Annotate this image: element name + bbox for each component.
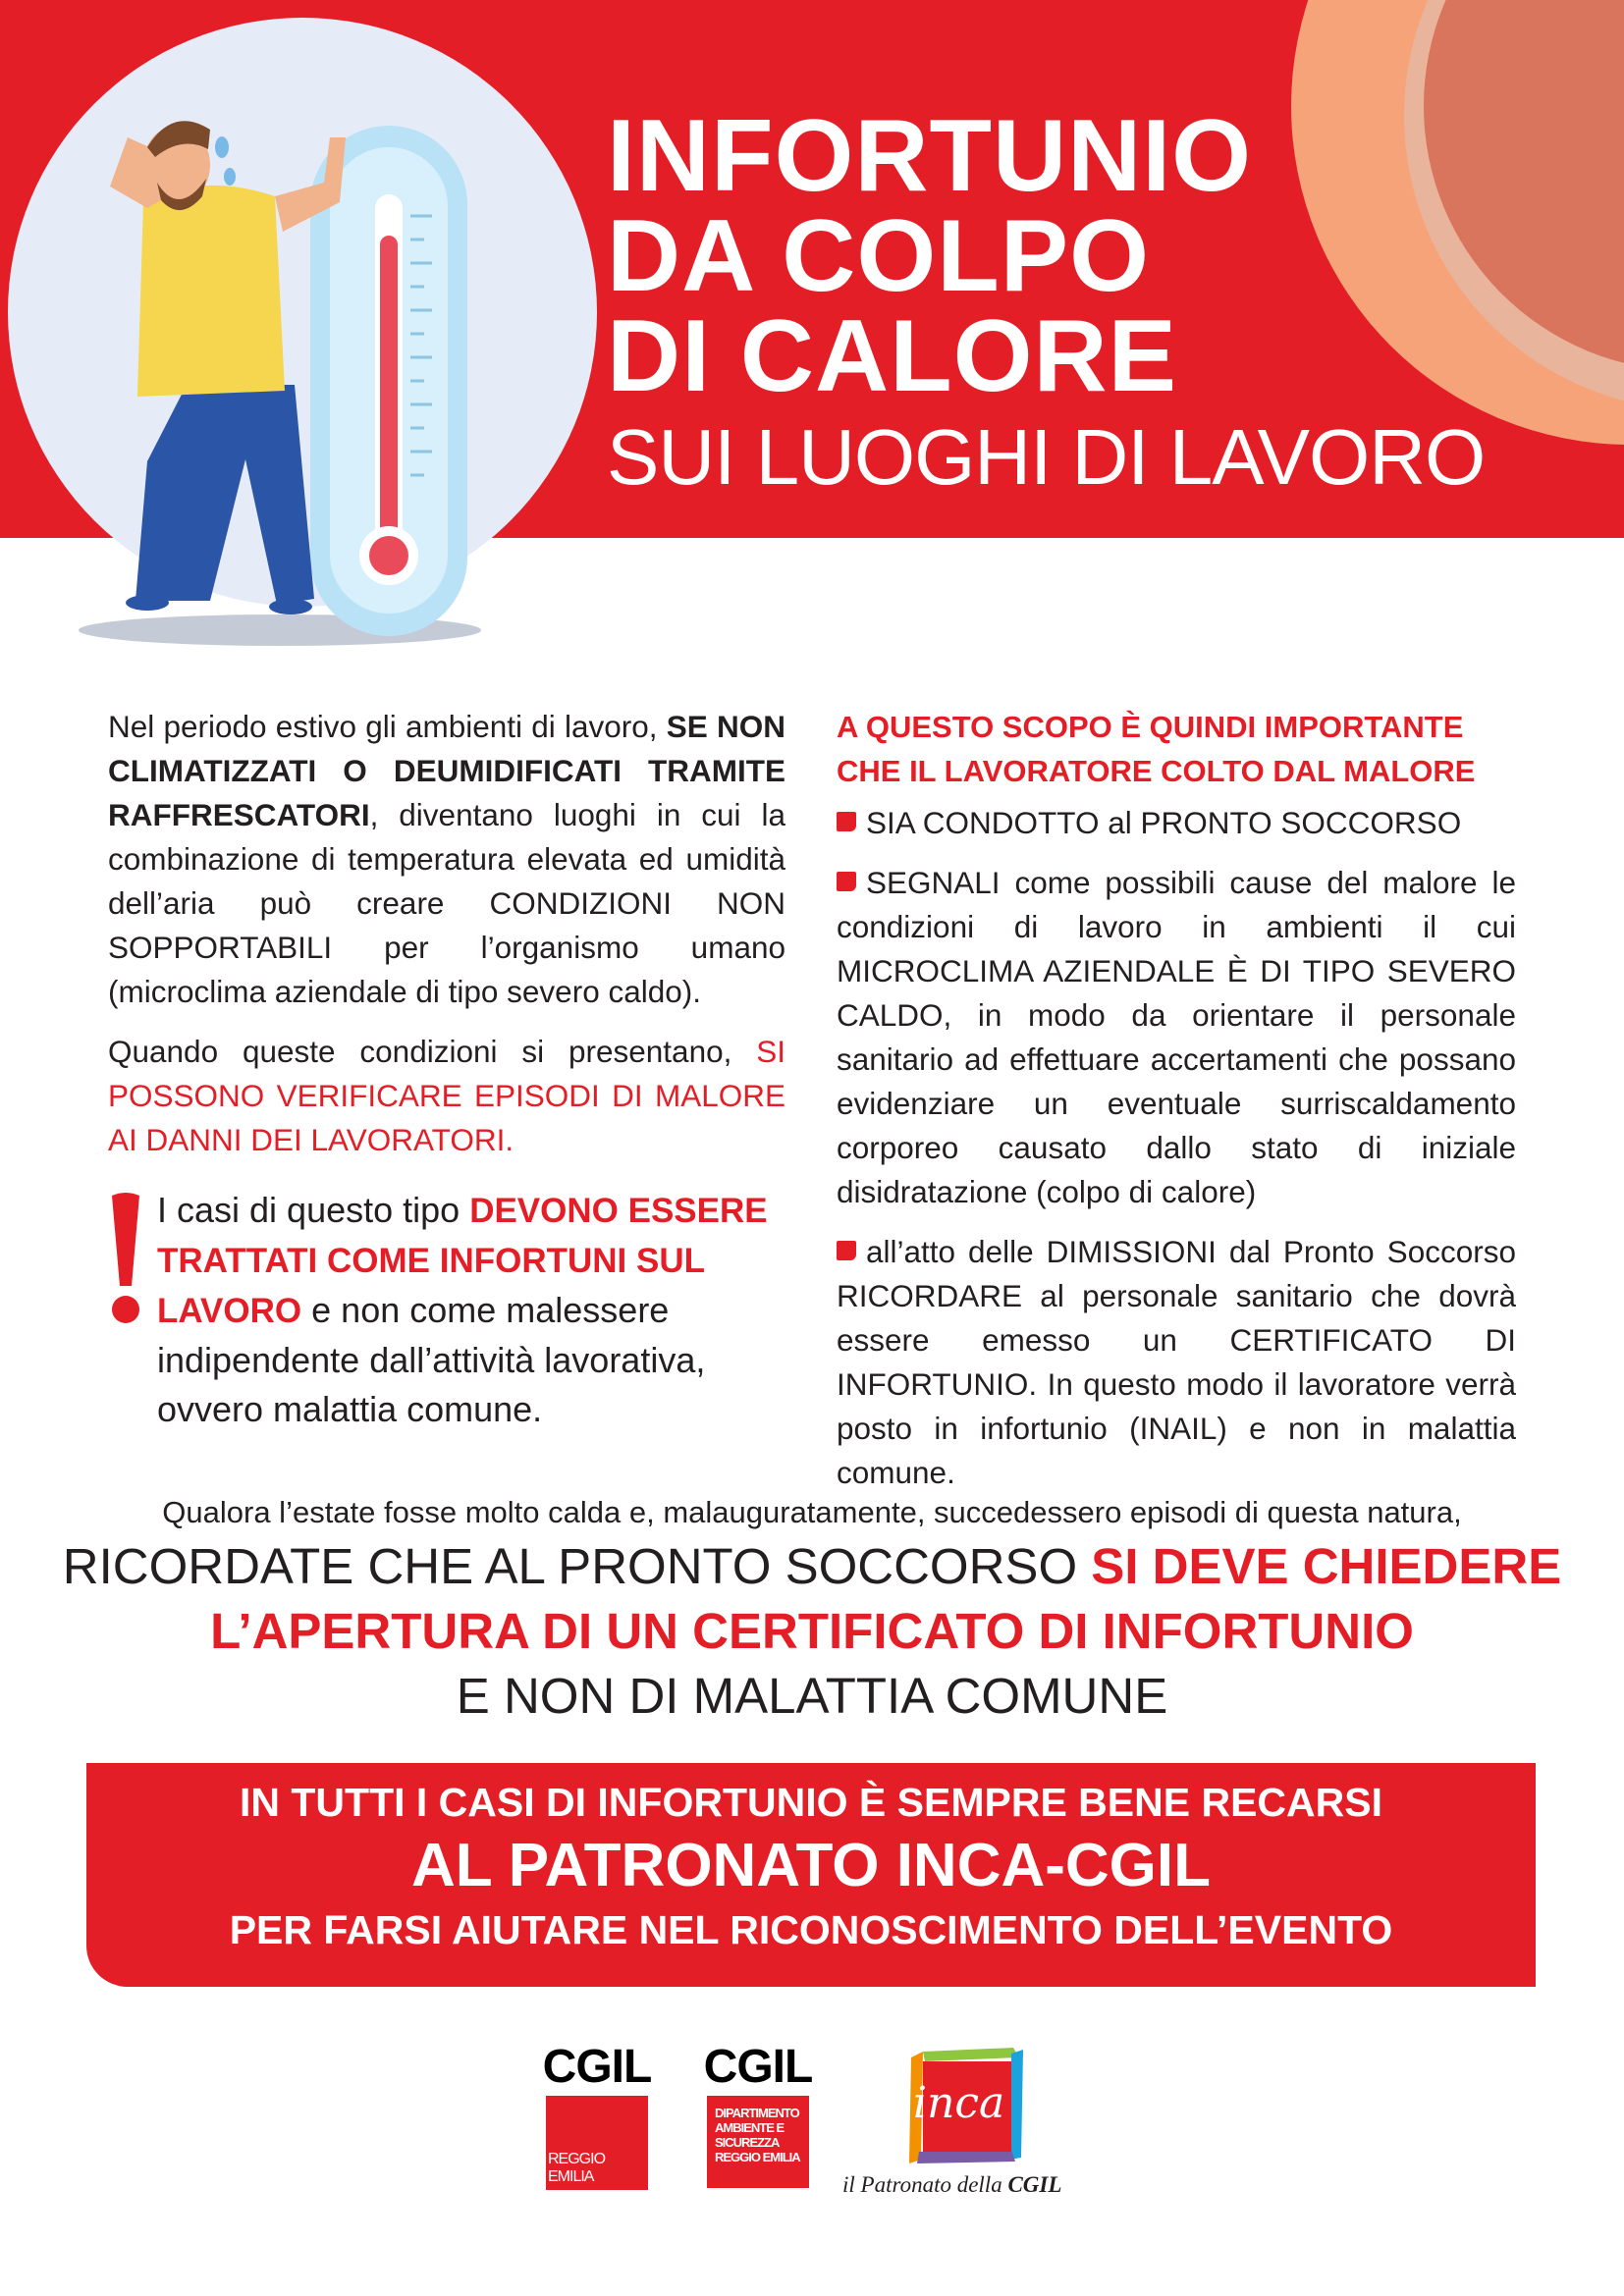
text: SIA CONDOTTO xyxy=(866,805,1100,840)
bullet-item xyxy=(837,861,1516,1214)
title-line-3: DI CALORE xyxy=(607,299,1177,413)
banner-line-1: IN TUTTI I CASI DI INFORTUNIO È SEMPRE BENE RECARSI xyxy=(239,1780,1382,1825)
man-shoe xyxy=(126,595,169,611)
inca-logo xyxy=(842,2044,1098,2201)
inca-wordmark: inca xyxy=(913,2078,1005,2128)
conditions-paragraph xyxy=(108,1030,785,1162)
logo-subtext: DIPARTIMENTO AMBIENTE E SICUREZZA REGGIO EMILIA xyxy=(715,2106,800,2164)
warning-text xyxy=(157,1186,795,1434)
man-shoe xyxy=(269,599,312,614)
text: RICORDARE xyxy=(837,1278,1023,1313)
inca-tagline xyxy=(842,2171,1098,2199)
text: CERTIFICATO DI INFORTUNIO xyxy=(837,1322,1516,1402)
text: e non come malessere indipendente dall’attività lavorativa, ovvero malattia comune. xyxy=(157,1290,706,1429)
text: Quando queste condizioni si presentano, xyxy=(108,1034,757,1069)
closing-line-1 xyxy=(59,1534,1565,1599)
text: dal Pronto Soccorso xyxy=(1216,1234,1516,1269)
closing-line-3: E NON DI MALATTIA COMUNE xyxy=(456,1668,1168,1724)
thermometer-mercury xyxy=(380,236,398,550)
title-line-2: DA COLPO xyxy=(607,199,1151,313)
text: SEGNALI xyxy=(866,865,1001,900)
warning-block xyxy=(104,1186,791,1441)
inca-banner xyxy=(86,1763,1536,1987)
bullet-item xyxy=(837,1230,1516,1495)
bullet-square-icon xyxy=(837,812,856,831)
text-emphasis: CGIL xyxy=(1007,2172,1062,2197)
text: RICORDATE CHE AL PRONTO SOCCORSO xyxy=(62,1538,1092,1594)
left-column xyxy=(108,705,785,1178)
text-emphasis: SI POSSONO VERIFICARE EPISODI DI MALORE AI DANNI DEI LAVORATORI. xyxy=(108,1034,785,1157)
text-emphasis: SI DEVE CHIEDERE xyxy=(1091,1538,1562,1594)
text: al personale sanitario che dovrà essere emesso un xyxy=(837,1278,1516,1358)
text: MICROCLIMA AZIENDALE È DI TIPO SEVERO CALDO xyxy=(837,953,1516,1033)
text: il Patronato della xyxy=(842,2172,1008,2197)
text-emphasis: DEVONO ESSERE TRATTATI COME INFORTUNI SUL LAVORO xyxy=(157,1192,768,1330)
text: PRONTO SOCCORSO xyxy=(1140,805,1462,840)
closing-intro: Qualora l’estate fosse molto calda e, malauguratamente, succedessero episodi di questa natura, xyxy=(162,1495,1462,1529)
text: . In questo modo il lavoratore verrà posto in infortunio (INAIL) e non in malattia comune. xyxy=(837,1366,1516,1490)
text: Nel periodo estivo gli ambienti di lavoro, xyxy=(108,709,667,744)
banner-line-2: AL PATRONATO INCA-CGIL xyxy=(411,1832,1211,1899)
exclamation-icon xyxy=(104,1192,147,1329)
logo-subtext: REGGIO EMILIA xyxy=(548,2151,606,2185)
closing-line-2: L’APERTURA DI UN CERTIFICATO DI INFORTUNIO xyxy=(210,1603,1414,1659)
bullet-square-icon xyxy=(837,872,856,891)
bullet-item xyxy=(837,801,1516,845)
text-emphasis: SE NON CLIMATIZZATI O DEUMIDIFICATI TRAMITE RAFFRESCATORI xyxy=(108,709,785,832)
title-line-1: INFORTUNIO xyxy=(607,99,1253,213)
banner-line-3: PER FARSI AIUTARE NEL RICONOSCIMENTO DELL’EVENTO xyxy=(229,1907,1393,1952)
sweat-drop xyxy=(215,136,229,158)
logo-box xyxy=(546,2096,648,2190)
logo-wordmark: CGIL xyxy=(703,2041,813,2093)
bullet-square-icon xyxy=(837,1241,856,1260)
right-column xyxy=(837,705,1516,1511)
text: , in modo da orientare il personale sanitario ad effettuare accertamenti che possano evidenziare un eventuale surriscaldamento corporeo causato dallo stato di iniziale disidratazione (colpo di calore) xyxy=(837,997,1516,1209)
closing-block xyxy=(59,1490,1565,1729)
subtitle: SUI LUOGHI DI LAVORO xyxy=(607,413,1486,501)
cgil-reggio-emilia-logo xyxy=(542,2041,652,2192)
man-with-thermometer-icon xyxy=(0,0,609,667)
text: all’atto delle xyxy=(866,1234,1047,1269)
right-heading: A QUESTO SCOPO È QUINDI IMPORTANTE CHE IL LAVORATORE COLTO DAL MALORE xyxy=(837,710,1476,788)
title-block xyxy=(607,99,1589,507)
cgil-dipartimento-logo xyxy=(703,2041,813,2192)
man-shirt xyxy=(137,186,285,397)
thermometer-bulb xyxy=(369,536,408,575)
text: DIMISSIONI xyxy=(1046,1234,1217,1269)
text: al xyxy=(1099,805,1141,840)
sweat-drop xyxy=(224,168,236,186)
logo-box xyxy=(707,2096,809,2188)
intro-paragraph xyxy=(108,705,785,1014)
text: , diventano luoghi in cui la combinazione di temperatura elevata ed umidità dell’aria può creare CONDIZIONI NON SOPPORTABILI per l’organismo umano (microclima aziendale di tipo severo caldo). xyxy=(108,797,785,1009)
logo-wordmark: CGIL xyxy=(542,2041,652,2093)
text: come possibili cause del malore le condizioni di lavoro in ambienti il cui xyxy=(837,865,1516,944)
text: I casi di questo tipo xyxy=(157,1190,470,1230)
